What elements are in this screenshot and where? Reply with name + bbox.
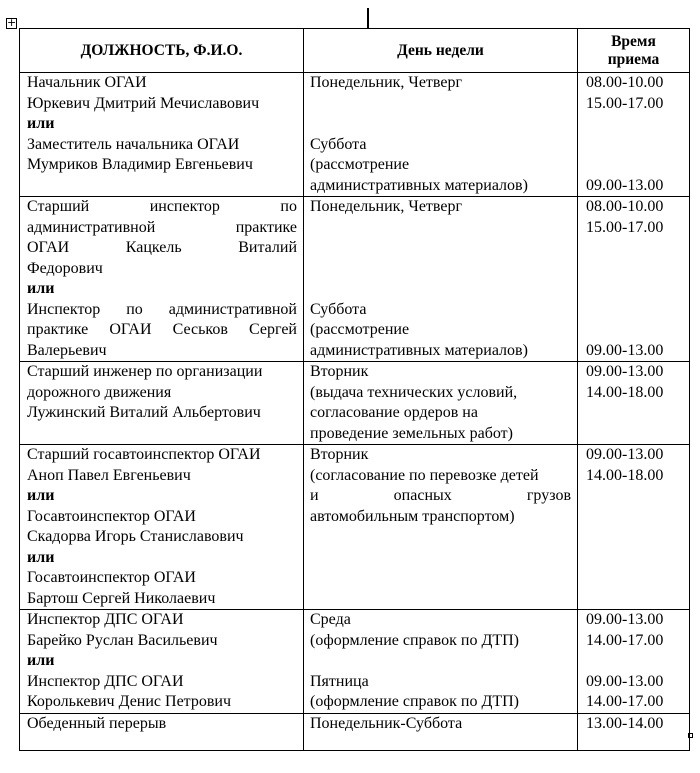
blank-line (586, 238, 683, 259)
header-time-line1: Время (611, 32, 656, 50)
table-resize-handle-icon[interactable] (688, 733, 693, 738)
day-line: (рассмотрение (310, 156, 410, 173)
time-line: 15.00-17.00 (586, 94, 664, 112)
day-line: Суббота (310, 135, 367, 153)
person-name: Мумриков Владимир Евгеньевич (27, 156, 253, 173)
person-name: Юркевич Дмитрий Мечиславович (27, 94, 260, 112)
or-label: или (27, 487, 55, 504)
day-line: Суббота (310, 300, 367, 318)
time-cell (578, 73, 690, 197)
position-line: Обеденный перерыв (27, 714, 167, 732)
or-label: или (27, 115, 55, 132)
position-cell (20, 713, 304, 750)
person-name: Барейко Руслан Васильевич (27, 631, 218, 649)
header-position: ДОЛЖНОСТЬ, Ф.И.О. (20, 29, 304, 73)
position-cell (20, 197, 304, 362)
time-cell (578, 713, 690, 750)
time-line: 08.00-10.00 (586, 198, 664, 215)
header-row (20, 29, 690, 73)
position-line: Госавтоинспектор ОГАИ (27, 507, 196, 525)
time-line: 09.00-13.00 (586, 611, 664, 628)
table-row (20, 362, 690, 445)
day-cell (304, 445, 578, 610)
day-line: Понедельник-Суббота (310, 714, 463, 732)
blank-line (586, 114, 683, 135)
time-line: 09.00-13.00 (586, 363, 664, 380)
position-line: Инспектор ДПС ОГАИ (27, 611, 184, 628)
position-line: Инспектор по административной (27, 300, 297, 318)
time-cell (578, 445, 690, 610)
blank-line (310, 279, 571, 300)
position-cell (20, 73, 304, 197)
position-line (27, 238, 297, 259)
header-time (578, 29, 690, 73)
header-time-line2: приема (607, 50, 660, 68)
header-day: День недели (304, 29, 578, 73)
blank-line (310, 651, 571, 672)
person-name: Аноп Павел Евгеньевич (27, 466, 191, 484)
position-line: административной практике (27, 218, 297, 236)
blank-line (586, 135, 683, 156)
table-row (20, 197, 690, 362)
time-cell (578, 362, 690, 445)
schedule-table (19, 28, 690, 751)
blank-line (586, 155, 683, 176)
table-row (20, 445, 690, 610)
day-line: и опасных грузов (310, 487, 571, 504)
day-line: Вторник (310, 446, 369, 463)
time-line: 13.00-14.00 (586, 714, 664, 732)
time-line: 14.00-18.00 (586, 466, 664, 484)
time-cell (578, 610, 690, 714)
day-line: согласование ордеров на (310, 404, 478, 421)
position-line (27, 94, 297, 115)
position-cell (20, 362, 304, 445)
text-cursor (367, 8, 369, 29)
position-cell (20, 610, 304, 714)
blank-line (586, 259, 683, 280)
day-line: (выдача технических условий, (310, 383, 518, 401)
blank-line (586, 651, 683, 672)
day-line: (рассмотрение (310, 321, 410, 338)
day-line: Понедельник, Четверг (310, 74, 463, 91)
blank-line (310, 94, 571, 115)
blank-line (310, 114, 571, 135)
table-row (20, 713, 690, 750)
person-name: Бартош Сергей Николаевич (27, 589, 216, 607)
or-label: или (27, 548, 55, 566)
day-line: (согласование по перевозке детей (310, 466, 539, 484)
person-name: Скадорва Игорь Станиславович (27, 528, 244, 545)
day-line: Понедельник, Четверг (310, 198, 463, 215)
time-line: 14.00-17.00 (586, 693, 664, 710)
time-line: 15.00-17.00 (586, 218, 664, 236)
position-line: Старший госавтоинспектор ОГАИ (27, 446, 261, 463)
person-name: Лужинский Виталий Альбертович (27, 404, 261, 421)
time-line: 14.00-17.00 (586, 631, 664, 649)
time-line: 14.00-18.00 (586, 383, 664, 401)
day-cell (304, 362, 578, 445)
table-row (20, 73, 690, 197)
position-line: Начальник ОГАИ (27, 74, 147, 91)
position-line: Валерьевич (27, 341, 107, 359)
time-line: 09.00-13.00 (586, 341, 664, 359)
position-line: Заместитель начальника ОГАИ (27, 135, 240, 153)
time-cell (578, 197, 690, 362)
day-line: (оформление справок по ДТП) (310, 693, 520, 710)
blank-line (586, 300, 683, 321)
position-line: Федорович (27, 259, 103, 277)
time-line: 09.00-13.00 (586, 176, 664, 194)
table-move-handle-icon[interactable]: + (7, 16, 17, 29)
or-label: или (27, 280, 55, 297)
or-label: или (27, 652, 55, 669)
position-line: Старший инженер по организации (27, 363, 263, 380)
table-row (20, 610, 690, 714)
blank-line (310, 218, 571, 239)
day-line: административных материалов) (310, 341, 528, 359)
time-line: 09.00-13.00 (586, 446, 664, 463)
person-name: Королькевич Денис Петрович (27, 693, 232, 710)
day-line: (оформление справок по ДТП) (310, 631, 520, 649)
blank-line (586, 320, 683, 341)
day-line: проведение земельных работ) (310, 424, 513, 442)
position-line: дорожного движения (27, 383, 172, 401)
day-cell (304, 197, 578, 362)
position-cell (20, 445, 304, 610)
position-line: Старший инспектор по (27, 198, 297, 215)
blank-line (586, 279, 683, 300)
blank-line (310, 259, 571, 280)
position-line: Госавтоинспектор ОГАИ (27, 569, 196, 586)
position-line: практике ОГАИ Сеськов Сергей (27, 321, 297, 338)
time-line: 09.00-13.00 (586, 672, 664, 690)
day-line: Вторник (310, 363, 369, 380)
day-cell (304, 610, 578, 714)
position-line: Инспектор ДПС ОГАИ (27, 672, 184, 690)
position-text: ОГАИ Кацкель Виталий (27, 239, 297, 256)
day-line: Среда (310, 611, 351, 628)
day-cell (304, 73, 578, 197)
day-line: административных материалов) (310, 176, 528, 194)
day-line: автомобильным транспортом) (310, 507, 515, 525)
time-line: 08.00-10.00 (586, 74, 664, 91)
blank-line (310, 238, 571, 259)
day-line: Пятница (310, 672, 369, 690)
day-cell (304, 713, 578, 750)
